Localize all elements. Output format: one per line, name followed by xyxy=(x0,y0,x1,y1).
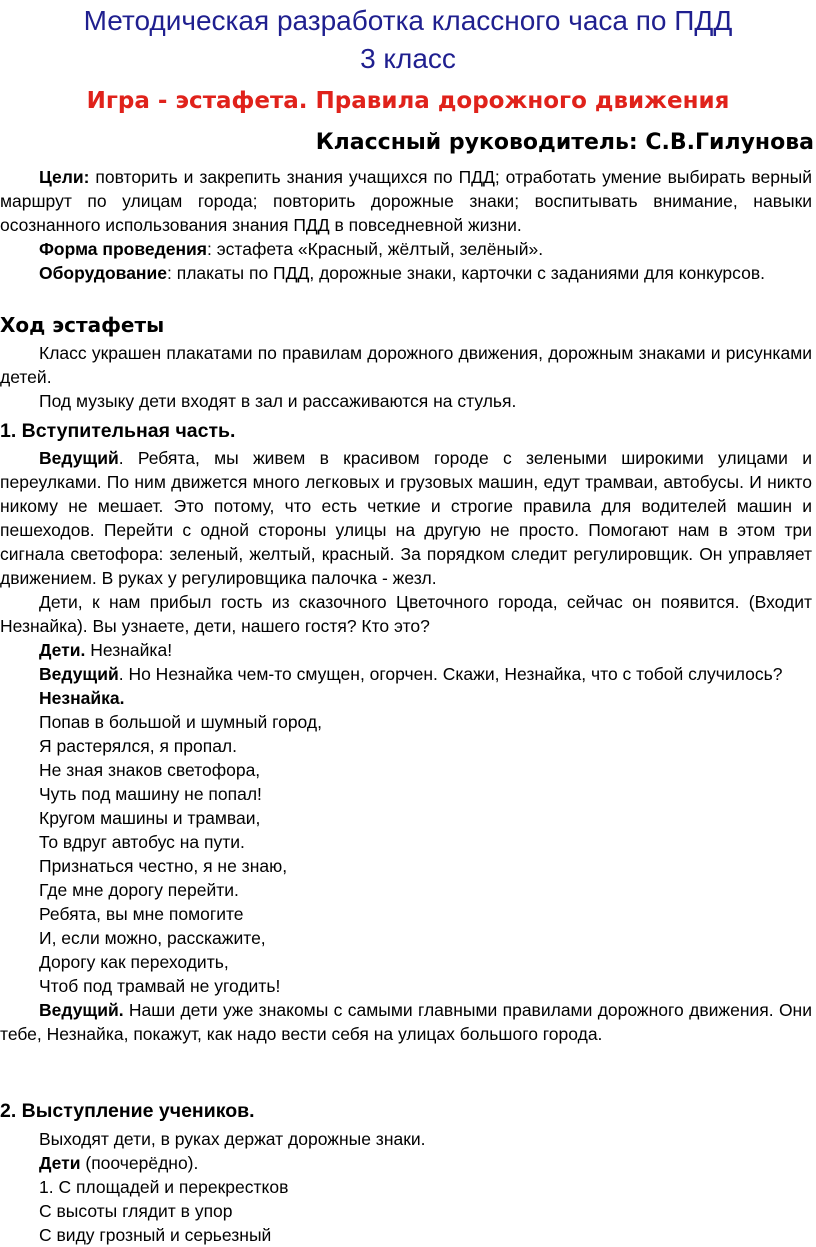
document-subtitle: Игра - эстафета. Правила дорожного движения xyxy=(86,88,730,114)
poem-line: Где мне дорогу перейти. xyxy=(39,880,239,900)
poem-line: Дорогу как переходить, xyxy=(39,952,229,972)
document-title: Методическая разработка классного часа по ПДД xyxy=(83,5,733,36)
verse-line: С высоты глядит в упор xyxy=(39,1201,233,1221)
poem-line: Чуть под машину не попал! xyxy=(39,784,262,804)
form-label: Форма проведения xyxy=(39,239,207,259)
part2-intro-line: Выходят дети, в руках держат дорожные знаки. xyxy=(39,1129,426,1149)
part2-section xyxy=(0,1127,812,1247)
part1-heading: 1. Вступительная часть. xyxy=(0,420,236,442)
poem-line: Не зная знаков светофора, xyxy=(39,760,261,780)
part1-section xyxy=(0,446,812,1046)
host2-label: Ведущий xyxy=(39,664,119,684)
guest-paragraph: Дети, к нам прибыл гость из сказочного Цветочного города, сейчас он появится. (Входит Незнайка). Вы узнаете, дети, нашего гостя? Кто это? xyxy=(0,592,812,636)
part2-kids-text: (поочерёдно). xyxy=(80,1153,199,1173)
poem-line: Кругом машины и трамваи, xyxy=(39,808,261,828)
host-label: Ведущий xyxy=(39,448,119,468)
verse-line: 1. С площадей и перекрестков xyxy=(39,1177,289,1197)
part2-kids-label: Дети xyxy=(39,1153,81,1173)
form-text: : эстафета «Красный, жёлтый, зелёный». xyxy=(207,239,544,259)
poem-line: И, если можно, расскажите, xyxy=(39,928,266,948)
goals-text: повторить и закрепить знания учащихся по ПДД; отработать умение выбирать верный маршрут по улицам города; повторить дорожные знаки; воспитывать внимание, навыки осознанного использования знания ПДД в повседневной жизни. xyxy=(0,167,812,235)
poem-line: Попав в большой и шумный город, xyxy=(39,712,322,732)
teacher-line: Классный руководитель: С.В.Гилунова xyxy=(315,130,814,155)
poem-line: Признаться честно, я не знаю, xyxy=(39,856,288,876)
course-paragraph: Класс украшен плакатами по правилам дорожного движения, дорожным знаками и рисунками детей. xyxy=(0,343,812,387)
host3-text: Наши дети уже знакомы с самыми главными правилами дорожного движения. Они тебе, Незнайка, покажут, как надо вести себя на улицах большого города. xyxy=(0,1000,812,1044)
equipment-label: Оборудование xyxy=(39,263,167,283)
part2-kids-line xyxy=(0,1151,812,1175)
equipment-text: : плакаты по ПДД, дорожные знаки, карточки с заданиями для конкурсов. xyxy=(167,263,765,283)
verse-line: С виду грозный и серьезный xyxy=(39,1225,272,1245)
host3-paragraph xyxy=(0,998,812,1046)
course-paragraph: Под музыку дети входят в зал и рассаживаются на стулья. xyxy=(39,391,517,411)
host2-paragraph xyxy=(0,662,812,686)
host-text: . Ребята, мы живем в красивом городе с зелеными широкими улицами и переулками. По ним движется много легковых и грузовых машин, едут трамваи, автобусы. И никто никому не мешает. Это потому, что есть четкие и строгие правила для водителей машин и пешеходов. Перейти с одной стороны улицы на другую не просто. Помогают нам в этом три сигнала светофора: зеленый, желтый, красный. За порядком следит регулировщик. Он управляет движением. В руках у регулировщика палочка - жезл. xyxy=(0,448,812,588)
poem-line: То вдруг автобус на пути. xyxy=(39,832,245,852)
poem-line: Я растерялся, я пропал. xyxy=(39,736,238,756)
goals-label: Цели: xyxy=(39,167,90,187)
neznaika-label: Незнайка. xyxy=(39,688,125,708)
form-paragraph xyxy=(0,237,812,261)
intro-section xyxy=(0,165,812,285)
goals-paragraph xyxy=(0,165,812,237)
course-heading: Ход эстафеты xyxy=(0,313,165,337)
equipment-paragraph xyxy=(0,261,812,285)
kids-text: Незнайка! xyxy=(85,640,173,660)
neznaika-label-line xyxy=(0,686,812,710)
document-title-grade: 3 класс xyxy=(360,43,456,74)
host3-label: Ведущий. xyxy=(39,1000,124,1020)
poem-line: Чтоб под трамвай не угодить! xyxy=(39,976,281,996)
poem-line: Ребята, вы мне помогите xyxy=(39,904,244,924)
course-section xyxy=(0,341,812,413)
host2-text: . Но Незнайка чем-то смущен, огорчен. Скажи, Незнайка, что с тобой случилось? xyxy=(118,664,783,684)
kids-label: Дети. xyxy=(39,640,86,660)
host-paragraph xyxy=(0,446,812,590)
kids-paragraph xyxy=(0,638,812,662)
part2-heading: 2. Выступление учеников. xyxy=(0,1100,255,1122)
